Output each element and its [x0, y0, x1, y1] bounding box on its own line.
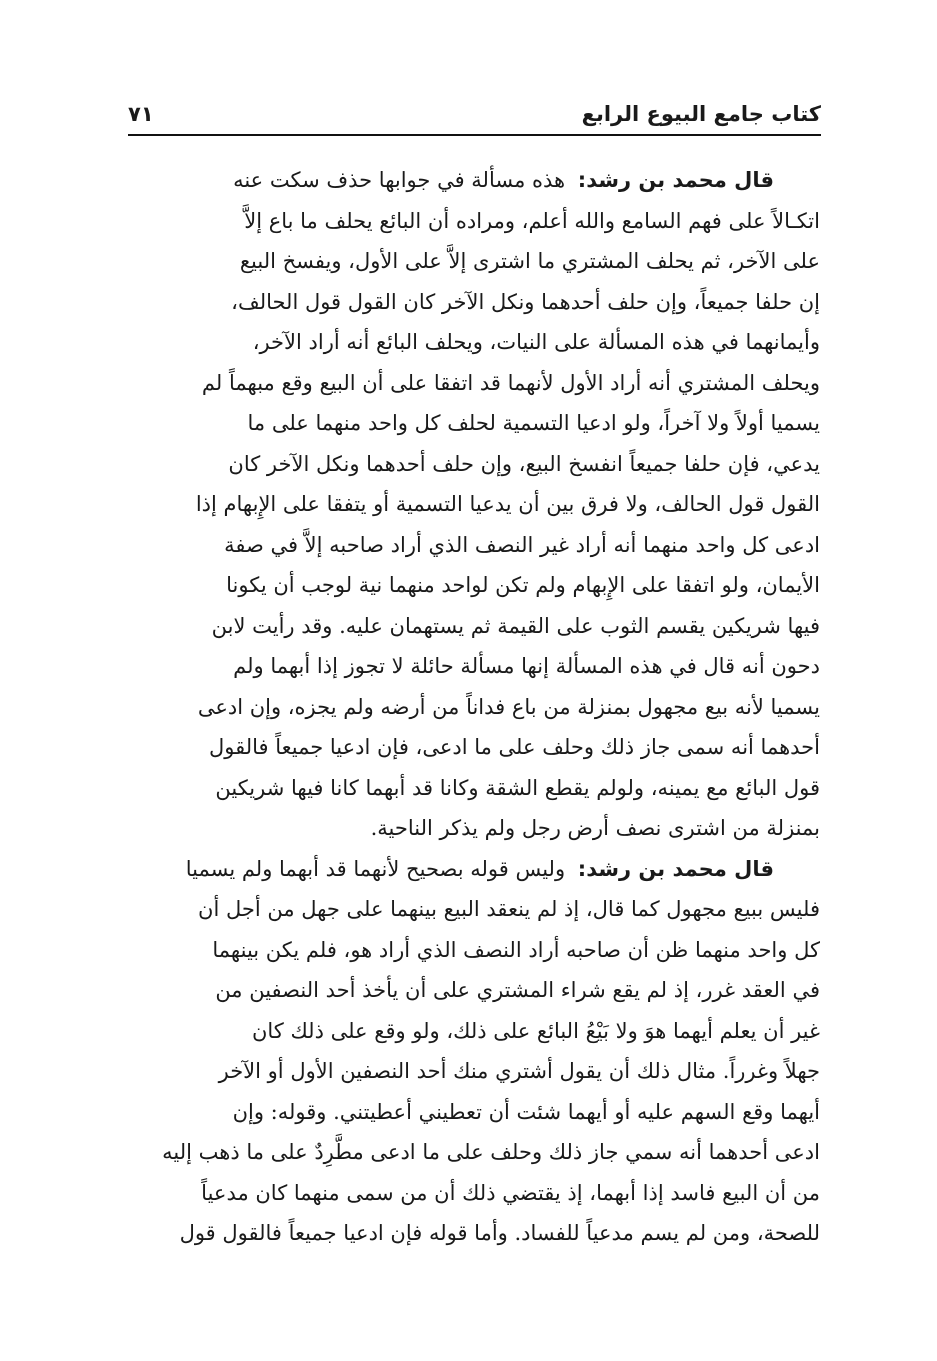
- text-line: يدعي، فإن حلفا جميعاً انفسخ البيع، وإن حلف أحدهما ونكل الآخر كان: [228, 451, 820, 476]
- text-line: يسميا أولاً ولا آخراً، ولو ادعيا التسمية لحلف كل واحد منهما على ما: [247, 411, 820, 435]
- text-line: كل واحد منهما ظن أن صاحبه أراد النصف الذي أراد هو، فلم يكن بينهما: [212, 937, 820, 962]
- paragraph-1-line-1: [130, 160, 820, 201]
- text-line: على الآخر، ثم يحلف المشتري ما اشترى إلاَّ على الأول، ويفسخ البيع: [239, 249, 820, 273]
- text-line: وأيمانهما في هذه المسألة على النيات، ويحلف البائع أنه أراد الآخر،: [252, 330, 820, 354]
- text-line: اتكـالاً على فهم السامع والله أعلم، ومراده أن البائع يحلف ما باع إلاَّ: [244, 208, 820, 233]
- text-line: دحون أنه قال في هذه المسألة إنها مسألة حائلة لا تجوز إذا أبهما ولم: [233, 654, 820, 678]
- text-line: للصحة، ومن لم يسم مدعياً للفساد. وأما قوله فإن ادعيا جميعاً فالقول قول: [179, 1221, 820, 1245]
- text-line: غير أن يعلم أيهما هوَ ولا بَيْعُ البائع على ذلك، ولو وقع على ذلك كان: [251, 1018, 820, 1043]
- text-line: إن حلفا جميعاً، وإن حلف أحدهما ونكل الآخر كان القول قول الحالف،: [231, 289, 820, 314]
- paragraph-2-line-1: [130, 849, 820, 890]
- text-line: جهلاً وغرراً. مثال ذلك أن يقول أشتري منك أحد النصفين الأول أو الآخر: [218, 1059, 820, 1083]
- text-line: بمنزلة من اشترى نصف أرض رجل ولم يذكر الناحية.: [370, 816, 820, 840]
- text-line: يسميا لأنه بيع مجهول بمنزلة من باع فداناً من أرضه ولم يجزه، وإن ادعى: [197, 694, 820, 719]
- speaker-label: قال محمد بن رشد:: [577, 168, 774, 192]
- text-line: أيهما وقع السهم عليه أو أيهما شئت أن تعطيني أعطيتني. وقوله: وإن: [232, 1099, 820, 1124]
- text-line: من أن البيع فاسد إذا أبهما، إذ يقتضي ذلك أن من سمى منهما كان مدعياً: [201, 1180, 820, 1205]
- page-header: [128, 96, 821, 136]
- running-title: كتاب جامع البيوع الرابع: [581, 102, 821, 126]
- page-number: ٧١: [128, 102, 154, 126]
- text-line: قول البائع مع يمينه، ولولم يقطع الشقة وكانا قد أبهما كانا فيها شريكين: [215, 775, 820, 800]
- text-line: الأيمان، ولو اتفقا على الإِبهام ولم تكن لواحد منهما نية لوجب أن يكونا: [226, 573, 820, 597]
- text-line: في العقد غرر، إذ لم يقع شراء المشتري على أن يأخذ أحد النصفين من: [215, 978, 820, 1002]
- text-line: هذه مسألة في جوابها حذف سكت عنه: [233, 168, 566, 192]
- text-line: فليس ببيع مجهول كما قال، إذ لم ينعقد البيع بينهما على جهل من أجل أن: [198, 897, 820, 921]
- text-line: فيها شريكين يقسم الثوب على القيمة ثم يستهمان عليه. وقد رأيت لابن: [211, 613, 820, 638]
- text-line: ادعى أحدهما أنه سمي جاز ذلك وحلف على ما ادعى مطَّرِدٌ على ما ذهب إليه: [162, 1140, 820, 1164]
- text-line: وليس قوله بصحيح لأنهما قد أبهما ولم يسميا: [185, 856, 566, 881]
- speaker-label: قال محمد بن رشد:: [577, 856, 774, 881]
- body-text: [130, 160, 820, 1254]
- text-line: أحدهما أنه سمى جاز ذلك وحلف على ما ادعى، فإن ادعيا جميعاً فالقول: [208, 735, 820, 759]
- text-line: القول قول الحالف، ولا فرق بين أن يدعيا التسمية أو يتفقا على الإِبهام إذا: [195, 492, 820, 516]
- text-line: ادعى كل واحد منهما أنه أراد غير النصف الذي أراد صاحبه إلاَّ في صفة: [224, 532, 820, 557]
- header-rule: [128, 134, 821, 136]
- text-line: ويحلف المشتري أنه أراد الأول لأنهما قد اتفقا على أن البيع وقع مبهماً لم: [201, 370, 820, 395]
